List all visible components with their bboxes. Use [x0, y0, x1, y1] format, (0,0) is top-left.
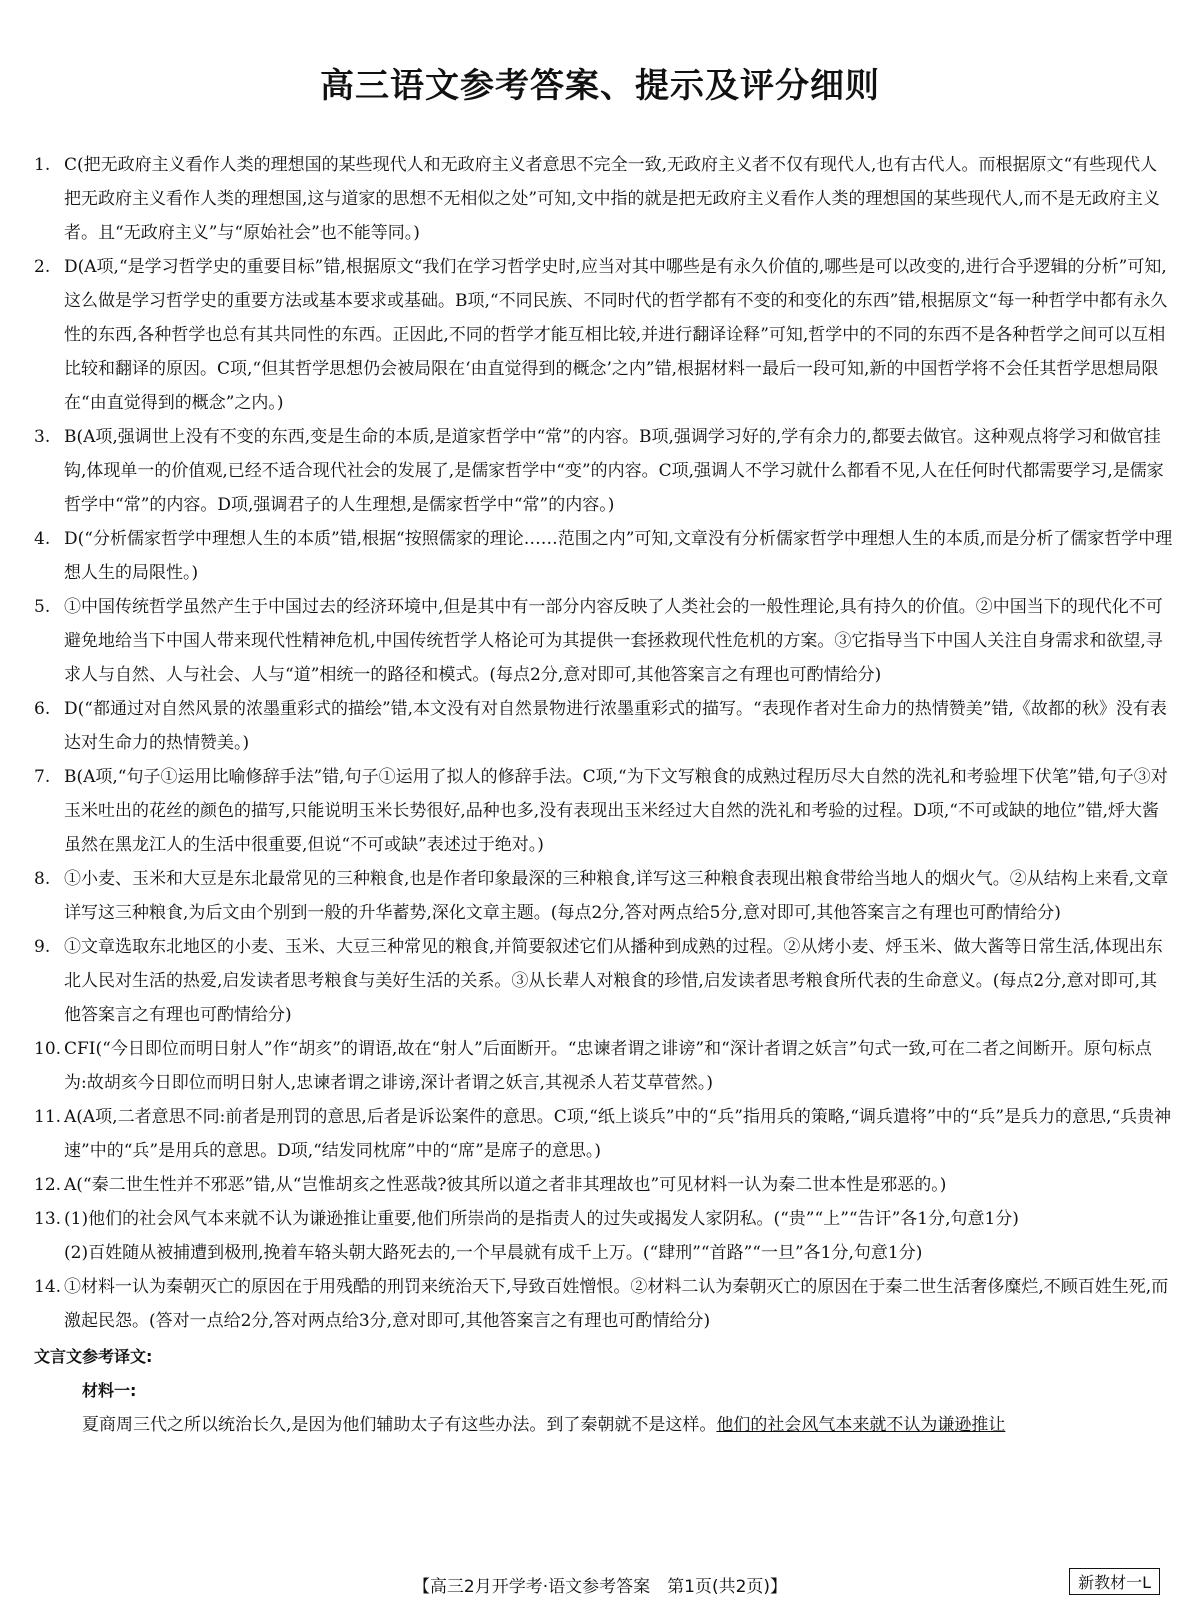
item-text: (1)他们的社会风气本来就不认为谦逊推让重要,他们所崇尚的是指责人的过失或揭发人家阴私。(“贵”“上”“告讦”各1分,句意1分) [64, 1209, 1019, 1229]
answer-item-6 [34, 692, 1174, 760]
answer-item-9 [34, 930, 1174, 1032]
answer-item-13-sub [34, 1236, 1174, 1270]
item-number: 11. [34, 1107, 62, 1127]
item-number: 1. [34, 155, 51, 175]
answer-item-11 [34, 1100, 1174, 1168]
item-number: 6. [34, 699, 51, 719]
answer-item-13 [34, 1202, 1174, 1236]
item-text: ①中国传统哲学虽然产生于中国过去的经济环境中,但是其中有一部分内容反映了人类社会的一般性理论,具有持久的价值。②中国当下的现代化不可避免地给当下中国人带来现代性精神危机,中国传统哲学人格论可为其提供一套拯救现代性危机的方案。③它指导当下中国人关注自身需求和欲望,寻求人与自然、人与社会、人与“道”相统一的路径和模式。(每点2分,意对即可,其他答案言之有理也可酌情给分) [64, 597, 1163, 685]
item-number: 5. [34, 597, 51, 617]
answer-item-14 [34, 1270, 1174, 1338]
item-number: 7. [34, 767, 51, 787]
item-text: D(“都通过对自然风景的浓墨重彩式的描绘”错,本文没有对自然景物进行浓墨重彩式的描写。“表现作者对生命力的热情赞美”错,《故都的秋》没有表达对生命力的热情赞美。) [64, 699, 1167, 753]
item-number: 4. [34, 529, 51, 549]
edition-badge: 新教材一L [1069, 1568, 1160, 1595]
item-text: (2)百姓随从被捕遭到极刑,挽着车辂头朝大路死去的,一个早晨就有成千上万。(“肆刑”“首路”“一旦”各1分,句意1分) [64, 1243, 923, 1263]
item-text: ①小麦、玉米和大豆是东北最常见的三种粮食,也是作者印象最深的三种粮食,详写这三种粮食表现出粮食带给当地人的烟火气。②从结构上来看,文章详写这三种粮食,为后文由个别到一般的升华蓄势,深化文章主题。(每点2分,答对两点给5分,意对即可,其他答案言之有理也可酌情给分) [64, 869, 1169, 923]
item-number: 14. [34, 1277, 62, 1297]
translation-underlined: 他们的社会风气本来就不认为谦逊推让 [716, 1415, 1006, 1435]
item-text: ①文章选取东北地区的小麦、玉米、大豆三种常见的粮食,并简要叙述它们从播种到成熟的过程。②从烤小麦、烀玉米、做大酱等日常生活,体现出东北人民对生活的热爱,启发读者思考粮食与美好生活的关系。③从长辈人对粮食的珍惜,启发读者思考粮食所代表的生命意义。(每点2分,意对即可,其他答案言之有理也可酌情给分) [64, 937, 1163, 1025]
page-info: 【高三2月开学考·语文参考答案 第1页(共2页)】 [412, 1577, 788, 1597]
translation-heading: 文言文参考译文: [34, 1347, 153, 1366]
page-title: 高三语文参考答案、提示及评分细则 [320, 66, 880, 106]
translation-plain: 夏商周三代之所以统治长久,是因为他们辅助太子有这些办法。到了秦朝就不是这样。 [82, 1415, 717, 1435]
item-text: A(“秦二世生性并不邪恶”错,从“岂惟胡亥之性恶哉?彼其所以道之者非其理故也”可见材料一认为秦二世本性是邪恶的。) [64, 1175, 947, 1195]
item-number: 13. [34, 1209, 62, 1229]
item-text: D(“分析儒家哲学中理想人生的本质”错,根据“按照儒家的理论……范围之内”可知,文章没有分析儒家哲学中理想人生的本质,而是分析了儒家哲学中理想人生的局限性。) [64, 529, 1173, 583]
answer-item-1 [34, 148, 1174, 250]
item-text: D(A项,“是学习哲学史的重要目标”错,根据原文“我们在学习哲学史时,应当对其中哪些是有永久价值的,哪些是可以改变的,进行合乎逻辑的分析”可知,这么做是学习哲学史的重要方法或基本要求或基础。B项,“不同民族、不同时代的哲学都有不变的和变化的东西”错,根据原文“每一种哲学中都有永久性的东西,各种哲学也总有其共同性的东西。正因此,不同的哲学才能互相比较,并进行翻译诠释”可知,哲学中的不同的东西不是各种哲学之间可以互相比较和翻译的原因。C项,“但其哲学思想仍会被局限在‘由直觉得到的概念’之内”错,根据材料一最后一段可知,新的中国哲学将不会任其哲学思想局限在“由直觉得到的概念”之内。) [64, 257, 1168, 413]
answer-item-12 [34, 1168, 1174, 1202]
answer-item-2 [34, 250, 1174, 420]
item-text: B(A项,强调世上没有不变的东西,变是生命的本质,是道家哲学中“常”的内容。B项,强调学习好的,学有余力的,都要去做官。这种观点将学习和做官挂钩,体现单一的价值观,已经不适合现代社会的发展了,是儒家哲学中“变”的内容。C项,强调人不学习就什么都看不见,人在任何时代都需要学习,是儒家哲学中“常”的内容。D项,强调君子的人生理想,是儒家哲学中“常”的内容。) [64, 427, 1164, 515]
item-text: C(把无政府主义看作人类的理想国的某些现代人和无政府主义者意思不完全一致,无政府主义者不仅有现代人,也有古代人。而根据原文“有些现代人把无政府主义看作人类的理想国,这与道家的思想不无相似之处”可知,文中指的就是把无政府主义看作人类的理想国的某些现代人,而不是无政府主义者。且“无政府主义”与“原始社会”也不能等同。) [64, 155, 1160, 243]
answer-item-8 [34, 862, 1174, 930]
answer-item-7 [34, 760, 1174, 862]
answer-content [34, 148, 1174, 1442]
item-number: 8. [34, 869, 51, 889]
item-number: 10. [34, 1039, 62, 1059]
answer-item-4 [34, 522, 1174, 590]
answer-item-5 [34, 590, 1174, 692]
item-text: CFI(“今日即位而明日射人”作“胡亥”的谓语,故在“射人”后面断开。“忠谏者谓之诽谤”和“深计者谓之妖言”句式一致,可在二者之间断开。原句标点为:故胡亥今日即位而明日射人,忠谏者谓之诽谤,深计者谓之妖言,其视杀人若艾草菅然。) [64, 1039, 1152, 1093]
translation-text [34, 1408, 1174, 1442]
item-number: 2. [34, 257, 51, 277]
item-text: B(A项,“句子①运用比喻修辞手法”错,句子①运用了拟人的修辞手法。C项,“为下文写粮食的成熟过程历尽大自然的洗礼和考验埋下伏笔”错,句子③对玉米吐出的花丝的颜色的描写,只能说明玉米长势很好,品种也多,没有表现出玉米经过大自然的洗礼和考验的过程。D项,“不可或缺的地位”错,烀大酱虽然在黑龙江人的生活中很重要,但说“不可或缺”表述过于绝对。) [64, 767, 1168, 855]
item-number: 3. [34, 427, 51, 447]
item-text: ①材料一认为秦朝灭亡的原因在于用残酷的刑罚来统治天下,导致百姓憎恨。②材料二认为秦朝灭亡的原因在于秦二世生活奢侈糜烂,不顾百姓生死,而激起民怨。(答对一点给2分,答对两点给3分,意对即可,其他答案言之有理也可酌情给分) [64, 1277, 1169, 1331]
item-text: A(A项,二者意思不同:前者是刑罚的意思,后者是诉讼案件的意思。C项,“纸上谈兵”中的“兵”指用兵的策略,“调兵遣将”中的“兵”是兵力的意思,“兵贵神速”中的“兵”是用兵的意思。D项,“结发同枕席”中的“席”是席子的意思。) [64, 1107, 1172, 1161]
answer-item-3 [34, 420, 1174, 522]
item-number: 9. [34, 937, 51, 957]
answer-item-10 [34, 1032, 1174, 1100]
item-number: 12. [34, 1175, 62, 1195]
material-label: 材料一: [82, 1381, 137, 1400]
